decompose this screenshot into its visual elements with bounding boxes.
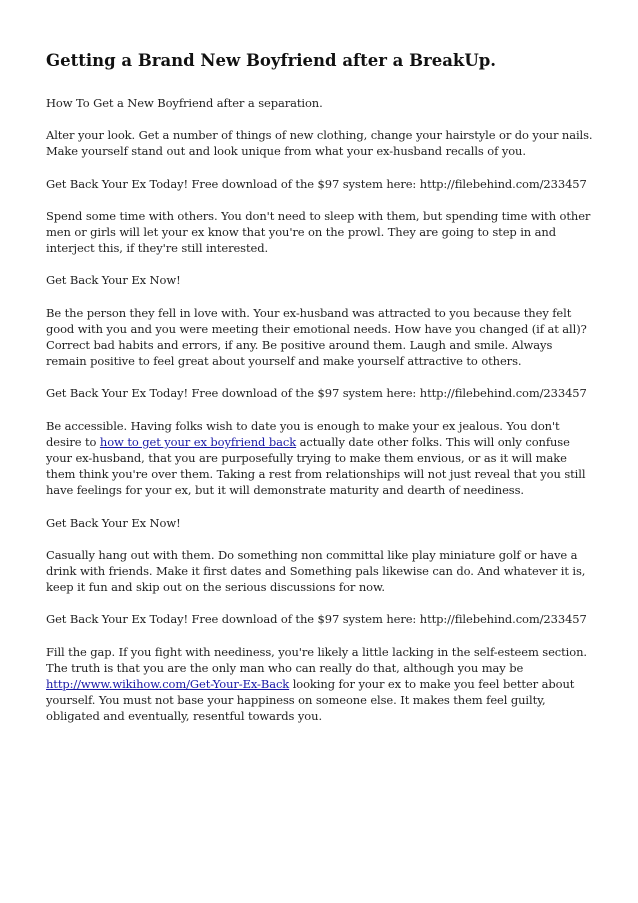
paragraph-promo: Get Back Your Ex Today! Free download of the $97 system here: http://filebehind.com/233457 [46, 612, 587, 627]
paragraph-be-accessible [46, 418, 594, 499]
paragraph-text: Be accessible. Having folks wish to date you is enough to make your ex jealous. You don't desire to [46, 418, 560, 449]
paragraph-get-back-now: Get Back Your Ex Now! [46, 515, 181, 530]
paragraph-promo: Get Back Your Ex Today! Free download of the $97 system here: http://filebehind.com/233457 [46, 176, 587, 191]
paragraph-spend-time: Spend some time with others. You don't need to sleep with them, but spending time with other men or girls will let your ex know that you're on the prowl. They are going to step in and interject this, if they're still interested. [46, 208, 591, 256]
paragraph-get-back-now: Get Back Your Ex Now! [46, 273, 181, 288]
paragraph-hang-out: Casually hang out with them. Do something non committal like play miniature golf or have a drink with friends. Make it first dates and Something pals likewise can do. And whatever it is, keep it fun and skip out on the serious discussions for now. [46, 547, 586, 595]
wikihow-link[interactable]: http://www.wikihow.com/Get-Your-Ex-Back [46, 677, 290, 692]
paragraph-text: Fill the gap. If you fight with neediness, you're likely a little lacking in the self-esteem section. The truth is that you are the only man who can really do that, although you may be [46, 644, 587, 675]
ex-boyfriend-back-link[interactable]: how to get your ex boyfriend back [99, 434, 297, 449]
paragraph-intro: How To Get a New Boyfriend after a separation. [46, 96, 323, 110]
paragraph-be-the-person: Be the person they fell in love with. Your ex-husband was attracted to you because they felt good with you and you were meeting their emotional needs. How have you changed (if at all)? Correct bad habits and errors, if any. Be positive around them. Laugh and smile. Always remain positive to feel great about yourself and make yourself attractive to others. [46, 305, 587, 369]
document-page [46, 50, 594, 741]
paragraph-promo: Get Back Your Ex Today! Free download of the $97 system here: http://filebehind.com/233457 [46, 386, 587, 401]
document-title: Getting a Brand New Boyfriend after a BreakUp. [46, 51, 497, 70]
paragraph-text: looking for your ex to make you feel better about yourself. You must not base your happiness on someone else. It makes them feel guilty, obligated and eventually, resentful towards you. [46, 677, 575, 724]
paragraph-fill-gap [46, 644, 594, 725]
paragraph-alter-look: Alter your look. Get a number of things of new clothing, change your hairstyle or do your nails. Make yourself stand out and look unique from what your ex-husband recalls of you. [46, 128, 593, 159]
paragraph-text: actually date other folks. This will only confuse your ex-husband, that you are purposefully trying to make them envious, or as it will make them think you're over them. Taking a rest from relationships will not just reveal that you still have feelings for your ex, but it will demonstrate maturity and dearth of neediness. [46, 434, 586, 498]
